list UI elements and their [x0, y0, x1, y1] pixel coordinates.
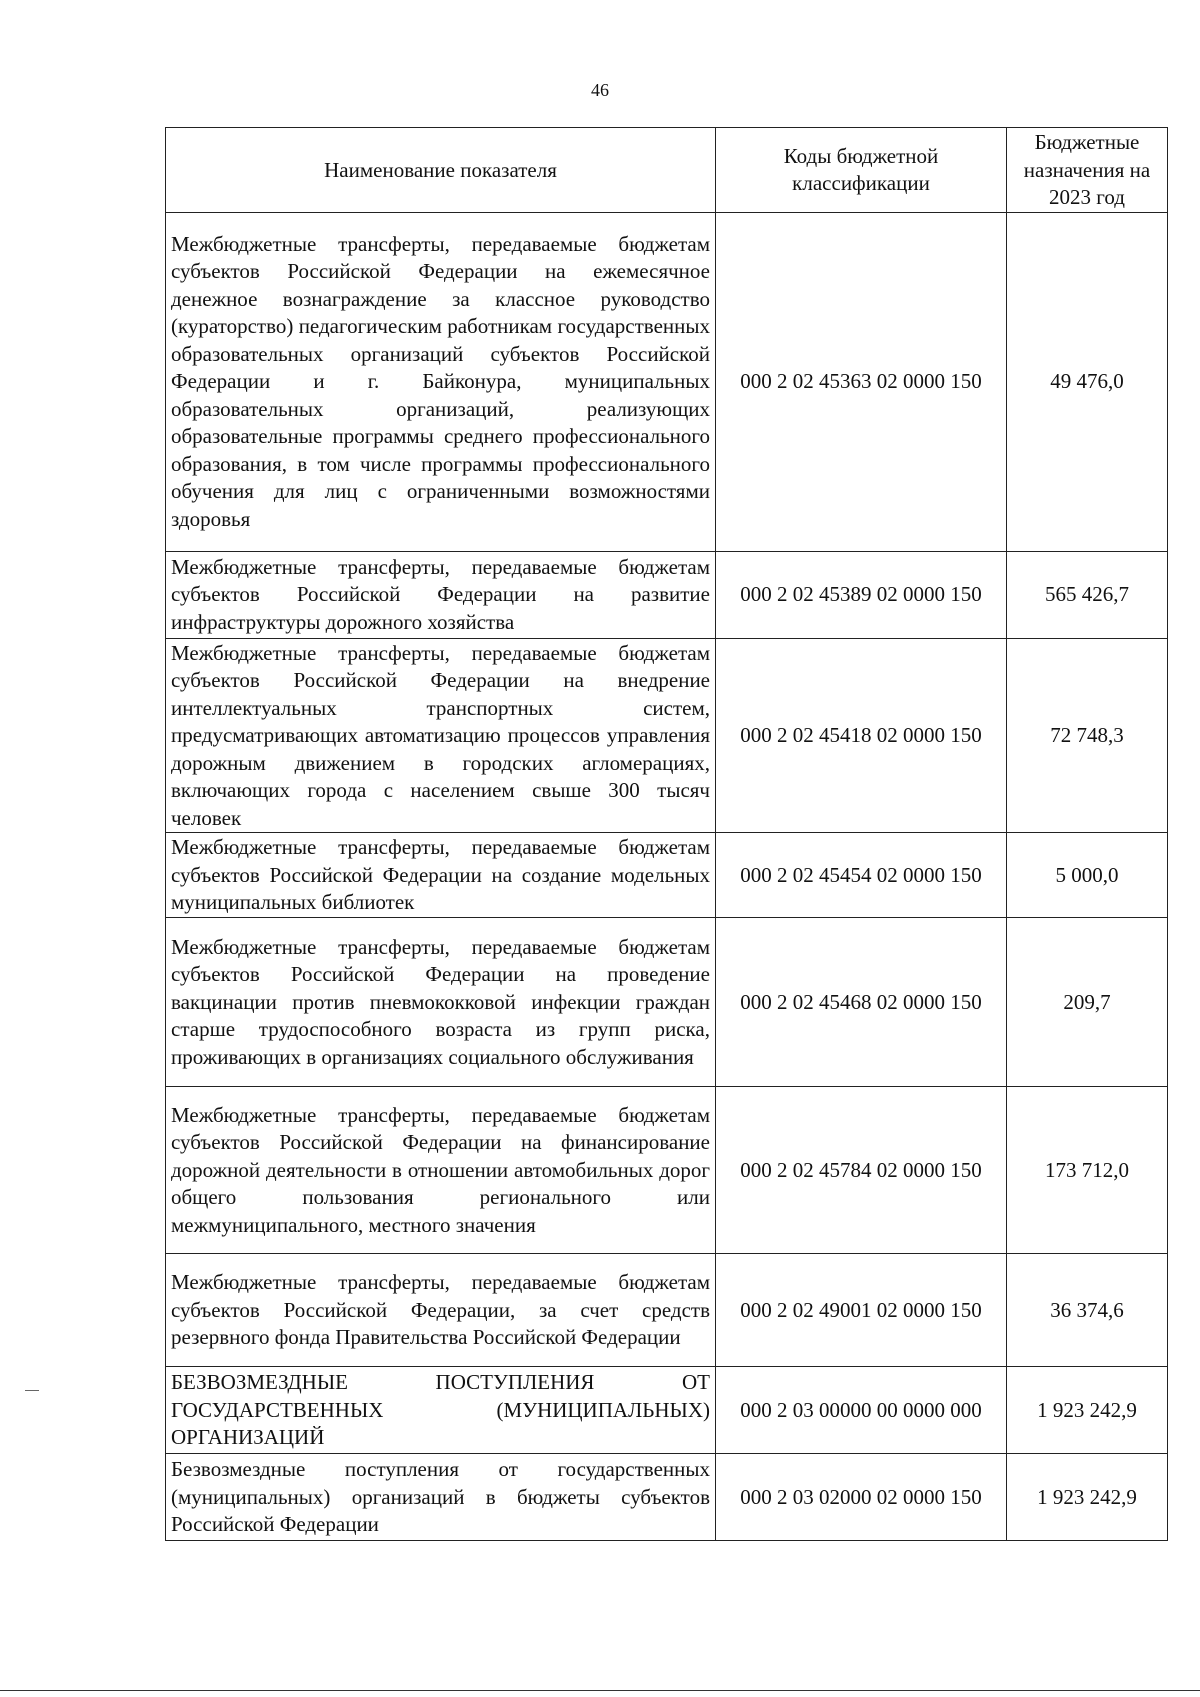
table-row: [166, 833, 1168, 918]
header-indicator-name: Наименование показателя: [166, 128, 716, 213]
row-name-cell: Безвозмездные поступления от государственных (муниципальных) организаций в бюджеты субъектов Российской Федерации: [166, 1454, 716, 1541]
row-code-cell: 000 2 02 45468 02 0000 150: [716, 918, 1007, 1087]
table-header: [166, 128, 1168, 213]
table-row: [166, 1367, 1168, 1454]
row-name-cell: Межбюджетные трансферты, передаваемые бюджетам субъектов Российской Федерации на развитие инфраструктуры дорожного хозяйства: [166, 551, 716, 638]
row-name-cell: Межбюджетные трансферты, передаваемые бюджетам субъектов Российской Федерации на создание модельных муниципальных библиотек: [166, 833, 716, 918]
budget-table: [165, 127, 1168, 1541]
header-budget-amount: Бюджетные назначения на 2023 год: [1007, 128, 1168, 213]
row-amount-cell: 5 000,0: [1007, 833, 1168, 918]
table-row: [166, 918, 1168, 1087]
table-row: [166, 212, 1168, 551]
row-name-cell: Межбюджетные трансферты, передаваемые бюджетам субъектов Российской Федерации на внедрение интеллектуальных транспортных систем, предусматривающих автоматизацию процессов управления дорожным движением в городских агломерациях, включающих города с населением свыше 300 тысяч человек: [166, 638, 716, 833]
row-code-cell: 000 2 02 45454 02 0000 150: [716, 833, 1007, 918]
table-row: [166, 1254, 1168, 1367]
row-amount-cell: 36 374,6: [1007, 1254, 1168, 1367]
row-amount-cell: 565 426,7: [1007, 551, 1168, 638]
row-code-cell: 000 2 02 45363 02 0000 150: [716, 212, 1007, 551]
row-code-cell: 000 2 02 45418 02 0000 150: [716, 638, 1007, 833]
row-amount-cell: 49 476,0: [1007, 212, 1168, 551]
row-amount-cell: 1 923 242,9: [1007, 1367, 1168, 1454]
table-row: [166, 1454, 1168, 1541]
row-name-cell: Межбюджетные трансферты, передаваемые бюджетам субъектов Российской Федерации на проведение вакцинации против пневмококковой инфекции граждан старше трудоспособного возраста из групп риска, проживающих в организациях социального обслуживания: [166, 918, 716, 1087]
margin-mark: [25, 1390, 39, 1391]
row-name-cell: Межбюджетные трансферты, передаваемые бюджетам субъектов Российской Федерации, за счет средств резервного фонда Правительства Российской Федерации: [166, 1254, 716, 1367]
row-amount-cell: 1 923 242,9: [1007, 1454, 1168, 1541]
row-code-cell: 000 2 02 49001 02 0000 150: [716, 1254, 1007, 1367]
table-row: [166, 638, 1168, 833]
header-row: [166, 128, 1168, 213]
row-name-cell: Межбюджетные трансферты, передаваемые бюджетам субъектов Российской Федерации на ежемесячное денежное вознаграждение за классное руководство (кураторство) педагогическим работникам государственных образовательных организаций субъектов Российской Федерации и г. Байконура, муниципальных образовательных организаций, реализующих образовательные программы среднего профессионального образования, в том числе программы профессионального обучения для лиц с ограниченными возможностями здоровья: [166, 212, 716, 551]
footer-divider: [0, 1690, 1200, 1691]
table-row: [166, 1087, 1168, 1254]
row-code-cell: 000 2 03 02000 02 0000 150: [716, 1454, 1007, 1541]
row-name-cell: Межбюджетные трансферты, передаваемые бюджетам субъектов Российской Федерации на финансирование дорожной деятельности в отношении автомобильных дорог общего пользования регионального или межмуниципального, местного значения: [166, 1087, 716, 1254]
row-name-cell: БЕЗВОЗМЕЗДНЫЕ ПОСТУПЛЕНИЯ ОТ ГОСУДАРСТВЕННЫХ (МУНИЦИПАЛЬНЫХ) ОРГАНИЗАЦИЙ: [166, 1367, 716, 1454]
table-row: [166, 551, 1168, 638]
row-amount-cell: 173 712,0: [1007, 1087, 1168, 1254]
header-budget-codes: Коды бюджетной классификации: [716, 128, 1007, 213]
page-number: 46: [591, 80, 609, 100]
row-code-cell: 000 2 02 45784 02 0000 150: [716, 1087, 1007, 1254]
row-code-cell: 000 2 02 45389 02 0000 150: [716, 551, 1007, 638]
row-code-cell: 000 2 03 00000 00 0000 000: [716, 1367, 1007, 1454]
table-body: [166, 212, 1168, 1541]
row-amount-cell: 209,7: [1007, 918, 1168, 1087]
row-amount-cell: 72 748,3: [1007, 638, 1168, 833]
